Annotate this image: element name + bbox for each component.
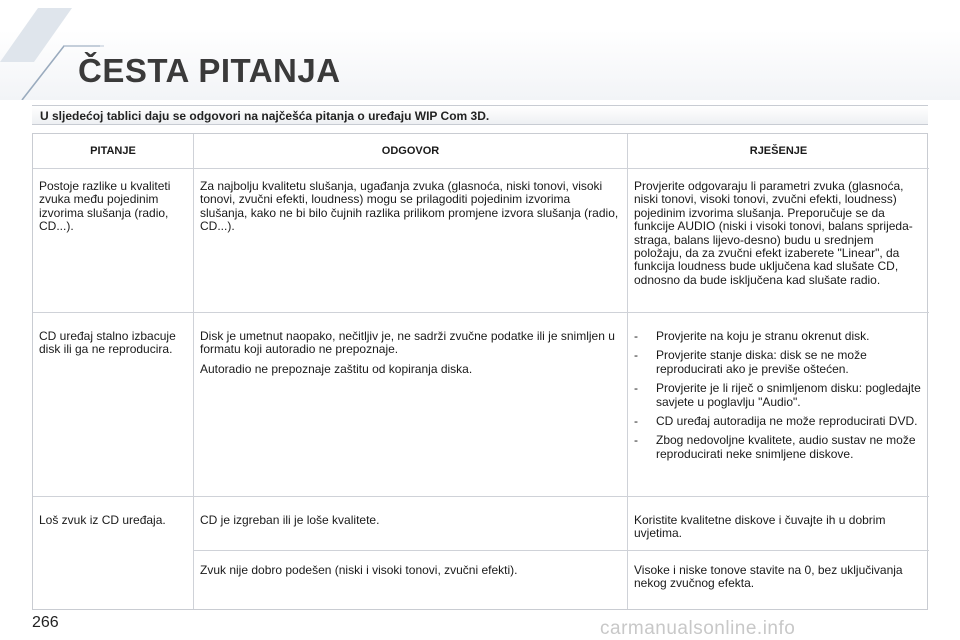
solution-bullet-list bbox=[634, 330, 924, 461]
faq-table bbox=[32, 133, 928, 610]
question-cell: Loš zvuk iz CD uređaja. bbox=[39, 513, 166, 527]
column-header-question: PITANJE bbox=[90, 145, 136, 157]
solution-bullet: - CD uređaj autoradija ne može reproducirati DVD. bbox=[634, 414, 918, 429]
intro-box bbox=[32, 105, 928, 125]
intro-text: U sljedećoj tablici daju se odgovori na najčešća pitanja o uređaju WIP Com 3D. bbox=[40, 109, 490, 123]
solution-cell: Provjerite odgovaraju li parametri zvuka (glasnoća, niski tonovi, visoki tonovi, zvučni efekti, loudness) pojedinim izvorima slušanja. Preporučuje se da funkcije AUDIO (niski i visoki tonovi, balans sprijeda-straga, balans lijevo-desno) budu u srednjem položaju, da za zvučni efekt izaberete "Linear", da funkcija loudness bude uključena kad slušate CD, odnosno da bude isključena kad slušate radio. bbox=[634, 179, 913, 287]
column-header-solution: RJEŠENJE bbox=[749, 145, 808, 157]
question-cell: Postoje razlike u kvaliteti zvuka među pojedinim izvorima slušanja (radio, CD...). bbox=[39, 179, 171, 234]
solution-cell bbox=[634, 330, 924, 467]
answer-paragraph: Disk je umetnut naopako, nečitljiv je, ne sadrži zvučne podatke ili je snimljen u formatu koji autoradio ne prepoznaje. bbox=[200, 329, 615, 357]
bullet-marker: - bbox=[634, 329, 638, 343]
column-divider bbox=[627, 134, 628, 609]
column-divider bbox=[193, 134, 194, 609]
solution-bullet: - Provjerite stanje diska: disk se ne može reproducirati ako je previše oštećen. bbox=[634, 348, 867, 376]
row-divider bbox=[194, 550, 929, 551]
solution-cell: Visoke i niske tonove stavite na 0, bez uključivanja nekog zvučnog efekta. bbox=[634, 563, 903, 591]
solution-bullet: - Zbog nedovoljne kvalitete, audio sustav ne može reproducirati neke snimljene diskove. bbox=[634, 433, 916, 461]
answer-paragraph: Autoradio ne prepoznaje zaštitu od kopiranja diska. bbox=[200, 361, 473, 376]
column-header-answer: ODGOVOR bbox=[381, 145, 440, 157]
solution-bullet: - Provjerite je li riječ o snimljenom disku: pogledajte savjete u poglavlju "Audio". bbox=[634, 381, 921, 409]
bullet-marker: - bbox=[634, 381, 638, 396]
solution-cell: Koristite kvalitetne diskove i čuvajte ih u dobrim uvjetima. bbox=[634, 513, 886, 541]
watermark: carmanualsonline.info bbox=[600, 618, 796, 639]
answer-cell: CD je izgreban ili je loše kvalitete. bbox=[200, 513, 380, 527]
bullet-marker: - bbox=[634, 348, 638, 363]
bullet-marker: - bbox=[634, 433, 638, 448]
header-row-divider bbox=[33, 168, 929, 169]
page-number: 266 bbox=[32, 614, 59, 631]
question-cell: CD uređaj stalno izbacuje disk ili ga ne reproducira. bbox=[39, 329, 176, 357]
row-divider bbox=[33, 312, 929, 313]
answer-cell: Za najbolju kvalitetu slušanja, ugađanja zvuka (glasnoća, niski tonovi, visoki tonovi, zvučni efekti, loudness) mogu se prilagoditi pojedinim izvorima slušanja, kako ne bi bilo čujnih razlika prilikom promjene izvora slušanja (radio, CD...). bbox=[200, 179, 619, 234]
answer-cell bbox=[200, 330, 620, 382]
bullet-marker: - bbox=[634, 414, 638, 429]
answer-cell: Zvuk nije dobro podešen (niski i visoki tonovi, zvučni efekti). bbox=[200, 563, 518, 577]
solution-bullet: - Provjerite na koju je stranu okrenut disk. bbox=[634, 329, 870, 343]
row-divider bbox=[33, 496, 929, 497]
page-title: ČESTA PITANJA bbox=[78, 52, 341, 89]
